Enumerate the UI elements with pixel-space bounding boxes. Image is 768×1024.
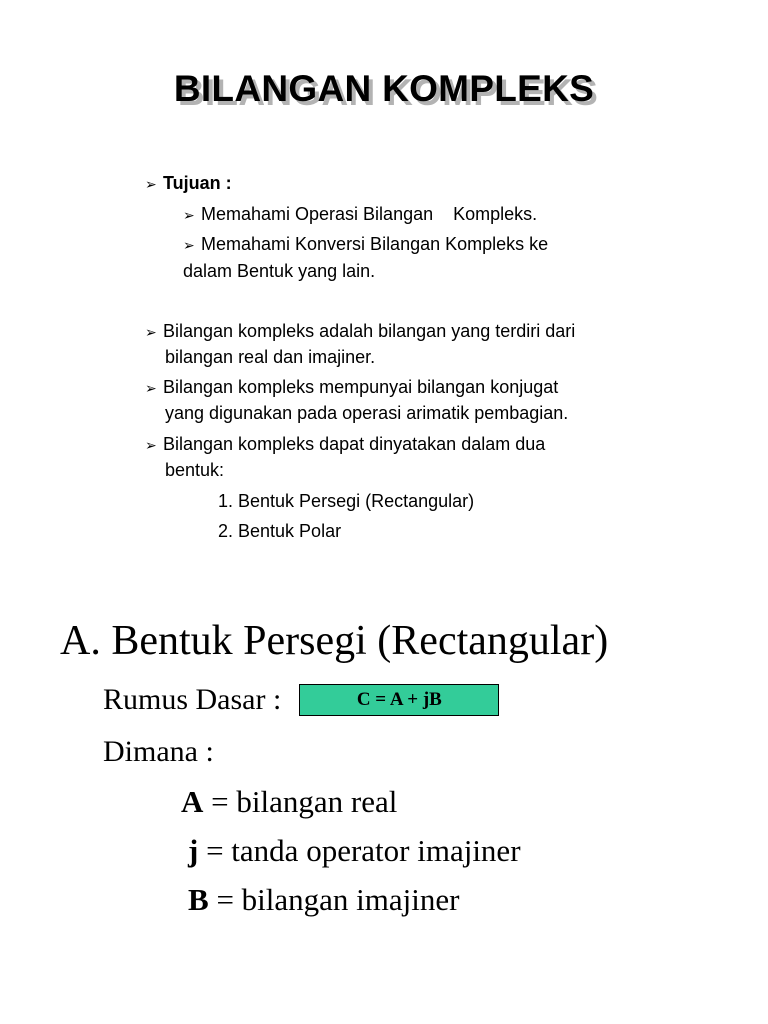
arrowhead-bullet-icon: ➢ [145, 176, 157, 192]
definition-symbol: B [188, 882, 209, 917]
bullet-continuation: bilangan real dan imajiner. [165, 347, 376, 367]
objective-item [183, 231, 548, 259]
objective-text: Memahami Operasi Bilangan Kompleks. [201, 204, 538, 224]
bullet-text: Bilangan kompleks adalah bilangan yang terdiri dari [163, 321, 576, 341]
definition-symbol: j [188, 833, 199, 868]
objective-text: Memahami Konversi Bilangan Kompleks ke [201, 234, 549, 254]
bullet-item [145, 374, 558, 402]
form-list-item: 1. Bentuk Persegi (Rectangular) [218, 491, 475, 511]
objective-item [183, 201, 537, 229]
definition-text: = tanda operator imajiner [198, 833, 521, 868]
formula-row [103, 683, 499, 717]
objectives-heading-row [145, 170, 232, 198]
bullet-continuation: bentuk: [165, 460, 225, 480]
definition-text: = bilangan real [203, 784, 398, 819]
arrowhead-bullet-icon: ➢ [145, 324, 157, 340]
arrowhead-bullet-icon: ➢ [183, 207, 195, 223]
arrowhead-bullet-icon: ➢ [145, 380, 157, 396]
objectives-heading: Tujuan : [163, 173, 232, 193]
definition-row [188, 882, 459, 918]
objective-continuation: dalam Bentuk yang lain. [183, 261, 376, 281]
formula-label: Rumus Dasar : [103, 683, 282, 716]
arrowhead-bullet-icon: ➢ [183, 237, 195, 253]
form-list-item: 2. Bentuk Polar [218, 521, 342, 541]
definition-text: = bilangan imajiner [208, 882, 460, 917]
definition-row [181, 784, 397, 820]
bullet-text: Bilangan kompleks mempunyai bilangan konjugat [163, 377, 559, 397]
arrowhead-bullet-icon: ➢ [145, 437, 157, 453]
where-label: Dimana : [103, 735, 214, 768]
definition-symbol: A [181, 784, 204, 819]
section-heading: A. Bentuk Persegi (Rectangular) [60, 618, 609, 664]
bullet-text: Bilangan kompleks dapat dinyatakan dalam dua [163, 434, 546, 454]
bullet-item [145, 318, 575, 346]
definition-row [188, 833, 521, 869]
bullet-item [145, 431, 545, 459]
page-title: BILANGAN KOMPLEKS [173, 68, 595, 109]
formula-box: C = A + jB [299, 684, 499, 716]
bullet-continuation: yang digunakan pada operasi arimatik pembagian. [165, 403, 569, 423]
